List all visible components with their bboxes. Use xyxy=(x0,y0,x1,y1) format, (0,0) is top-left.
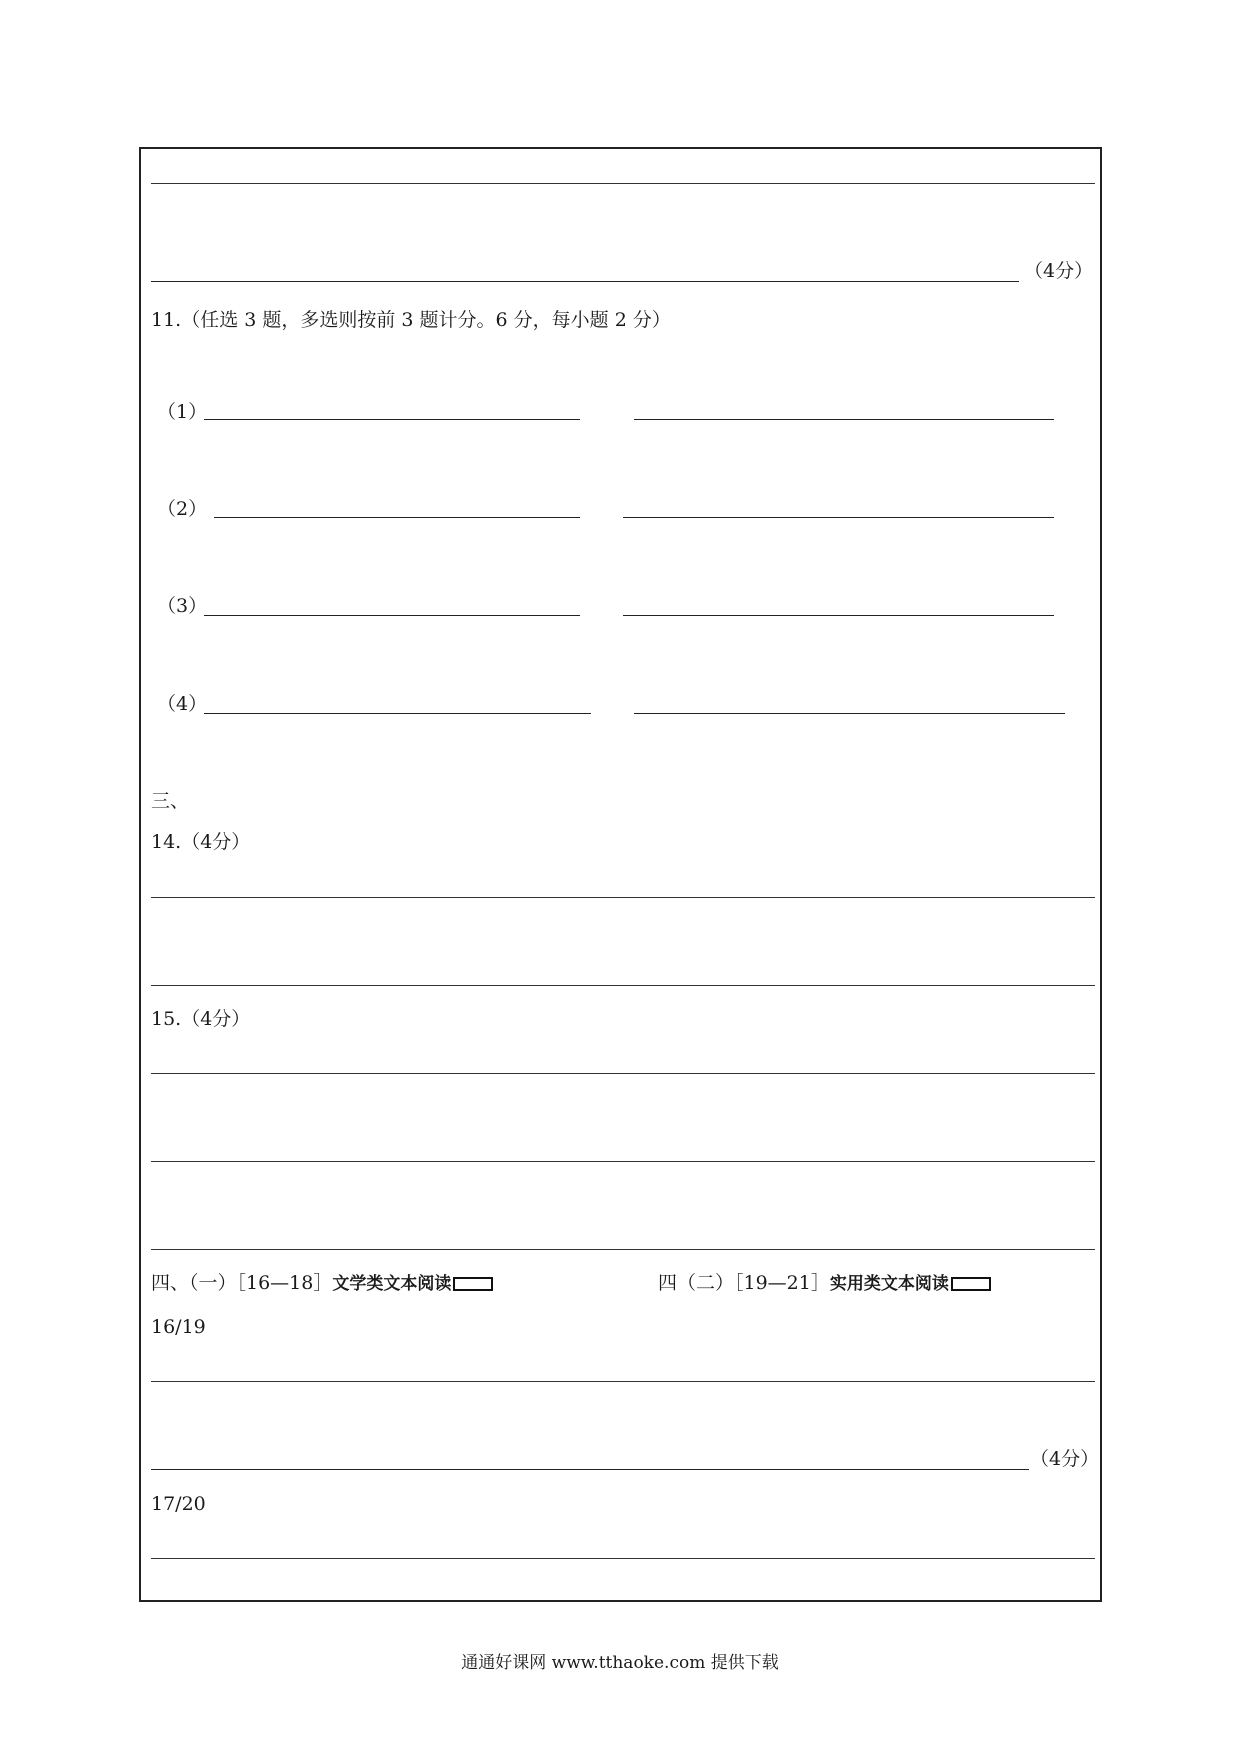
answer-line[interactable] xyxy=(151,1249,1095,1250)
answer-line[interactable] xyxy=(151,985,1095,986)
section-4-part1-title: 文学类文本阅读 xyxy=(332,1274,452,1294)
answer-line[interactable] xyxy=(151,183,1095,184)
q11-heading: 11.（任选 3 题，多选则按前 3 题计分。6 分，每小题 2 分） xyxy=(151,309,671,331)
answer-line[interactable] xyxy=(151,1073,1095,1074)
section-3-label: 三、 xyxy=(151,790,190,812)
answer-line[interactable] xyxy=(151,281,1019,282)
q11-item-label: （2） xyxy=(157,498,208,520)
answer-sheet-frame xyxy=(139,147,1102,1602)
q11-item-label: （1） xyxy=(157,401,208,423)
answer-blank[interactable] xyxy=(204,713,591,714)
q15-heading: 15.（4分） xyxy=(151,1008,251,1030)
answer-blank[interactable] xyxy=(634,419,1054,420)
option-checkbox[interactable] xyxy=(951,1277,991,1291)
answer-line[interactable] xyxy=(151,1161,1095,1162)
answer-line[interactable] xyxy=(151,1469,1029,1470)
answer-blank[interactable] xyxy=(204,419,580,420)
answer-blank[interactable] xyxy=(623,615,1054,616)
q11-item-label: （4） xyxy=(157,693,208,715)
option-checkbox[interactable] xyxy=(453,1277,493,1291)
answer-blank[interactable] xyxy=(623,517,1054,518)
q10-score: （4分） xyxy=(1024,260,1094,282)
q14-heading: 14.（4分） xyxy=(151,831,251,853)
answer-blank[interactable] xyxy=(214,517,580,518)
section-4-part2 xyxy=(658,1274,991,1293)
page-footer: 通通好课网 www.tthaoke.com 提供下载 xyxy=(461,1653,779,1673)
q16-19-heading: 16/19 xyxy=(151,1316,206,1338)
answer-blank[interactable] xyxy=(204,615,580,616)
q16-19-score: （4分） xyxy=(1030,1448,1100,1470)
section-4-part2-prefix: 四（二）［19—21］ xyxy=(658,1272,830,1294)
q11-item-label: （3） xyxy=(157,595,208,617)
section-4-part2-title: 实用类文本阅读 xyxy=(829,1274,949,1294)
q17-20-heading: 17/20 xyxy=(151,1493,206,1515)
answer-line[interactable] xyxy=(151,1381,1095,1382)
section-4-part1 xyxy=(151,1274,493,1293)
answer-line[interactable] xyxy=(151,897,1095,898)
answer-line[interactable] xyxy=(151,1558,1095,1559)
answer-blank[interactable] xyxy=(634,713,1065,714)
section-4-part1-prefix: 四、（一）［16—18］ xyxy=(151,1272,333,1294)
